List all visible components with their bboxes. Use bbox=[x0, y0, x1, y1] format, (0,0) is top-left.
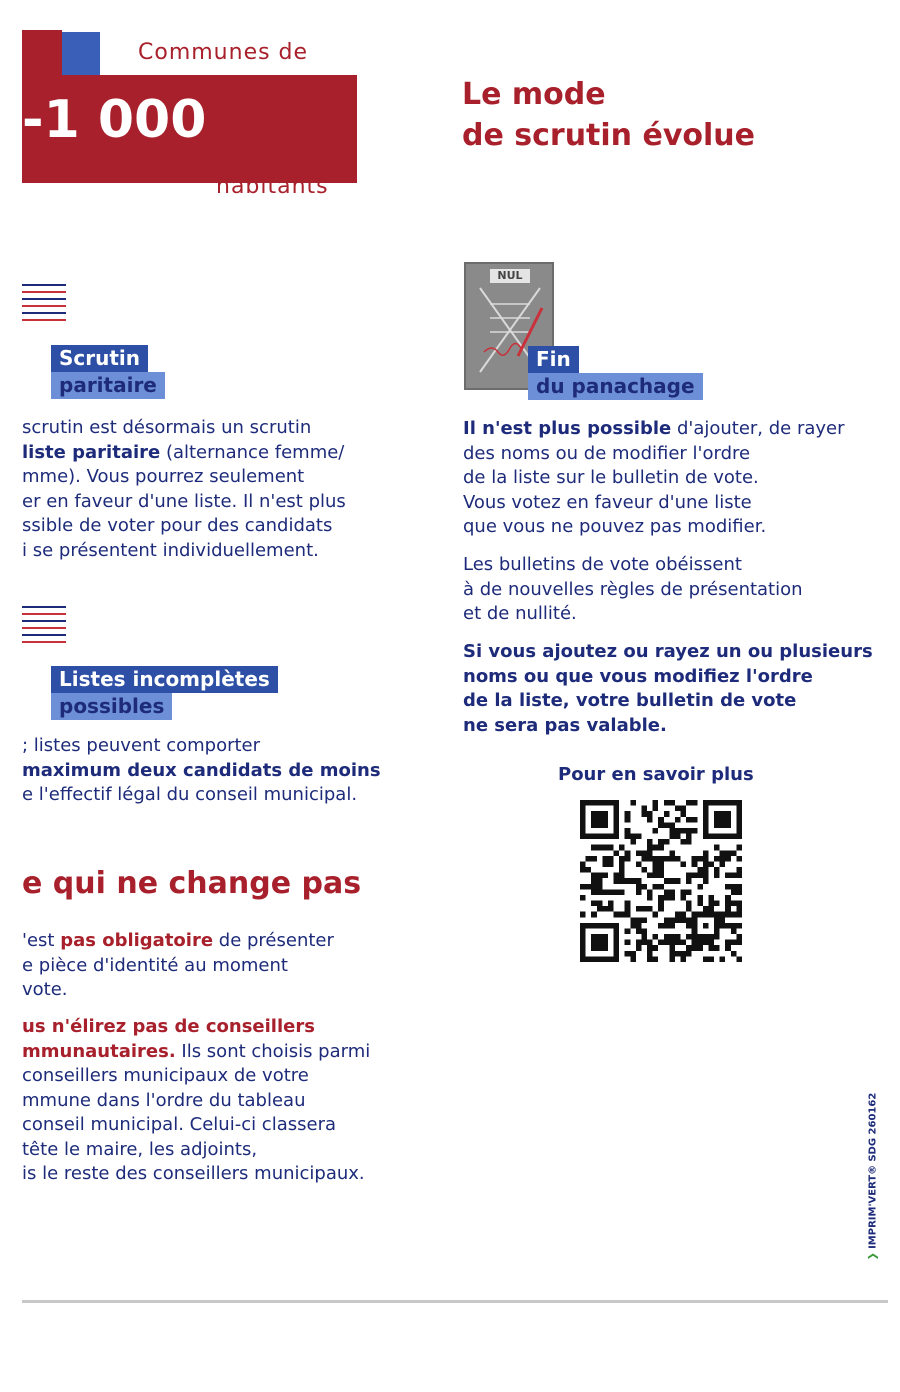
text-line bbox=[22, 759, 381, 784]
imprint-code: SDG 260162 bbox=[867, 1092, 879, 1162]
text: tête le maire, les adjoints, bbox=[22, 1138, 258, 1160]
text-line bbox=[22, 734, 381, 759]
text: des noms ou de modifier l'ordre bbox=[463, 442, 751, 464]
qr-code-icon[interactable] bbox=[580, 800, 742, 962]
paritaire-text bbox=[22, 416, 346, 563]
tag-panachage bbox=[528, 346, 703, 400]
text: mmune dans l'ordre du tableau bbox=[22, 1089, 306, 1111]
tag-paritaire-line2: paritaire bbox=[51, 372, 165, 399]
panachage-para3 bbox=[463, 640, 873, 738]
tag-panachage-line1: Fin bbox=[528, 346, 579, 373]
text: Vous votez en faveur d'une liste bbox=[463, 491, 752, 513]
text-line: ne sera pas valable. bbox=[463, 714, 667, 736]
text: conseillers municipaux de votre bbox=[22, 1065, 309, 1086]
text-line bbox=[22, 465, 346, 490]
text-line bbox=[22, 514, 346, 539]
main-title bbox=[462, 74, 755, 156]
panachage-para1 bbox=[463, 417, 845, 540]
bold-text: us n'élirez pas de conseillers bbox=[22, 1016, 315, 1037]
flag-stripes-icon bbox=[22, 606, 66, 648]
main-title-line2: de scrutin évolue bbox=[462, 118, 755, 153]
panachage-para2 bbox=[463, 553, 803, 627]
text: de présenter bbox=[213, 930, 334, 951]
text-line bbox=[22, 1113, 370, 1138]
text-line bbox=[22, 929, 334, 954]
tag-paritaire bbox=[51, 345, 165, 399]
text: conseil municipal. Celui-ci classera bbox=[22, 1114, 336, 1135]
bold-text: liste paritaire bbox=[22, 441, 161, 463]
text: er en faveur d'une liste. Il n'est plus bbox=[22, 490, 346, 512]
bold-text: pas obligatoire bbox=[60, 930, 214, 951]
text: i se présentent individuellement. bbox=[22, 539, 319, 561]
qr-title: Pour en savoir plus bbox=[558, 764, 754, 785]
text-line bbox=[22, 978, 334, 1003]
text-line bbox=[22, 441, 346, 466]
flag-stripes-icon bbox=[22, 284, 66, 326]
text: Ils sont choisis parmi bbox=[175, 1040, 371, 1062]
text-line: de la liste, votre bulletin de vote bbox=[463, 690, 797, 711]
section-title-ne-change-pas: e qui ne change pas bbox=[22, 866, 362, 901]
imprimvert-logo: ❯ IMPRIM'VERT® SDG 260162 bbox=[867, 1092, 879, 1261]
tag-incompletes-line2: possibles bbox=[51, 693, 172, 720]
main-title-line1: Le mode bbox=[462, 77, 606, 112]
text-line: Les bulletins de vote obéissent bbox=[463, 554, 742, 575]
imprimvert-brand: IMPRIM'VERT® bbox=[867, 1164, 879, 1249]
text-line bbox=[463, 491, 845, 516]
text-line: Si vous ajoutez ou rayez un ou plusieurs bbox=[463, 641, 873, 662]
text: ; listes peuvent comporter bbox=[22, 735, 261, 756]
text-line bbox=[22, 416, 346, 441]
text: scrutin est désormais un scrutin bbox=[22, 417, 312, 438]
text-line bbox=[22, 1064, 370, 1089]
text-line bbox=[22, 539, 346, 564]
text-line bbox=[22, 1162, 370, 1187]
tag-paritaire-line1: Scrutin bbox=[51, 345, 148, 372]
text: ssible de voter pour des candidats bbox=[22, 515, 333, 536]
bottom-divider bbox=[22, 1300, 888, 1303]
text-line bbox=[22, 1040, 370, 1065]
text-line bbox=[463, 515, 845, 540]
text-line bbox=[463, 442, 845, 467]
text: mme). Vous pourrez seulement bbox=[22, 466, 305, 487]
text-line bbox=[22, 1138, 370, 1163]
text: de la liste sur le bulletin de vote. bbox=[463, 467, 759, 488]
text: d'ajouter, de rayer bbox=[671, 418, 845, 439]
header-bottom-label: habitants bbox=[216, 174, 329, 199]
text: (alternance femme/ bbox=[160, 441, 345, 463]
text: que vous ne pouvez pas modifier. bbox=[463, 516, 767, 537]
header-number: -1 000 bbox=[22, 90, 207, 150]
text-line: et de nullité. bbox=[463, 603, 577, 624]
bold-text: maximum deux candidats de moins bbox=[22, 759, 381, 781]
header-top-label: Communes de bbox=[138, 40, 309, 65]
text-line bbox=[463, 466, 845, 491]
text-line bbox=[22, 1015, 370, 1040]
text-line bbox=[22, 954, 334, 979]
tag-panachage-line2: du panachage bbox=[528, 373, 703, 400]
bold-text: Il n'est plus possible bbox=[463, 418, 672, 439]
tag-incompletes bbox=[51, 666, 278, 720]
text-line: noms ou que vous modifiez l'ordre bbox=[463, 665, 813, 687]
ne-change-pas-para1 bbox=[22, 929, 334, 1003]
text: vote. bbox=[22, 979, 68, 1000]
text-line: à de nouvelles règles de présentation bbox=[463, 578, 803, 600]
ballot-nul-label: NUL bbox=[490, 269, 530, 283]
text-line bbox=[22, 783, 381, 808]
text: e pièce d'identité au moment bbox=[22, 954, 288, 976]
text: is le reste des conseillers municipaux. bbox=[22, 1163, 365, 1184]
text-line bbox=[463, 417, 845, 442]
incompletes-text bbox=[22, 734, 381, 808]
ne-change-pas-para2 bbox=[22, 1015, 370, 1187]
text: 'est bbox=[22, 930, 61, 951]
tag-incompletes-line1: Listes incomplètes bbox=[51, 666, 278, 693]
house-red-shape bbox=[22, 30, 62, 78]
text-line bbox=[22, 490, 346, 515]
text-line bbox=[22, 1089, 370, 1114]
text: e l'effectif légal du conseil municipal. bbox=[22, 784, 358, 805]
bold-text: mmunautaires. bbox=[22, 1040, 176, 1062]
